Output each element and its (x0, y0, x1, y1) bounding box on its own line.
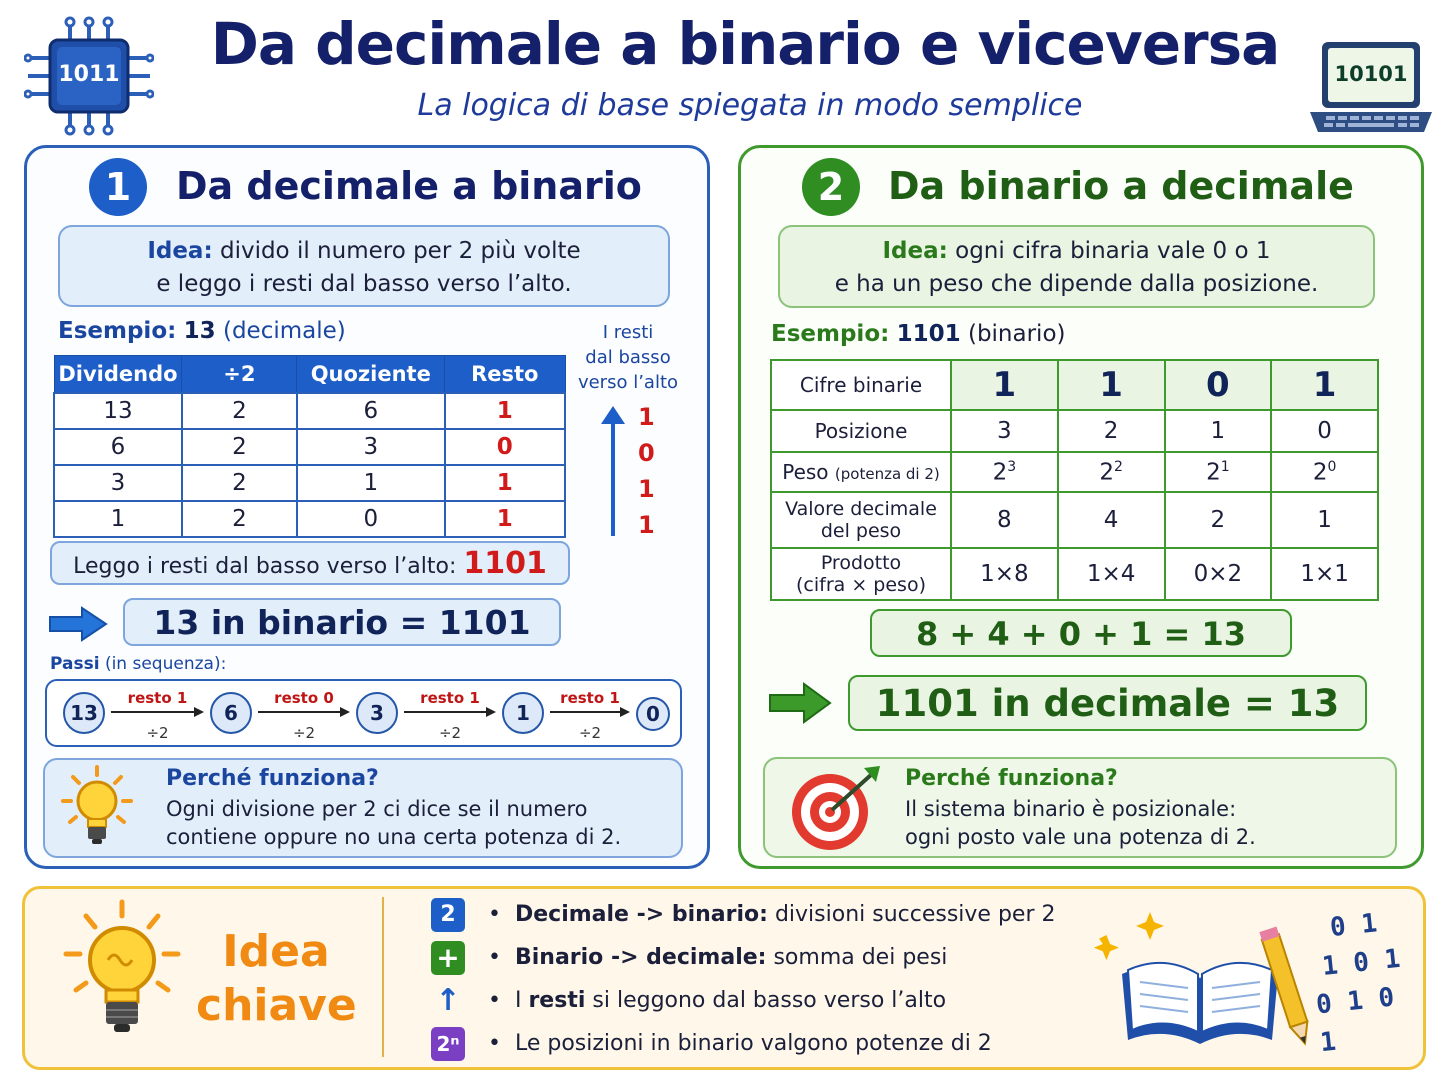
division-cell: 2 (182, 429, 297, 465)
key-idea-title (196, 925, 356, 1033)
deco-binary-line: 0 1 (1328, 908, 1379, 944)
read-value: 1101 (463, 546, 547, 581)
product-cell: 0×2 (1165, 548, 1272, 600)
step-arrow-label: resto 1 (560, 689, 620, 707)
page-subtitle: La logica di base spiegata in modo semplice (417, 88, 1083, 123)
arrow-up-icon: ↑ (435, 983, 461, 1018)
remainder-cell: 1 (445, 501, 565, 537)
side-digit: 0 (638, 439, 655, 467)
laptop-label: 10101 (1334, 62, 1408, 86)
division-cell: 3 (54, 465, 182, 501)
value-cell: 1 (1271, 492, 1378, 548)
position-cell: 1 (1165, 410, 1272, 452)
weight-label-small: (potenza di 2) (834, 465, 940, 483)
right-result-box: 1101 in decimale = 13 (848, 675, 1367, 731)
right-idea-box (778, 225, 1375, 308)
step-arrow-sublabel: ÷2 (578, 724, 602, 742)
left-why-line-2: contiene oppure no una certa potenza di 2. (166, 825, 622, 849)
division-table-row (54, 501, 565, 537)
row-label-digits: Cifre binarie (771, 360, 951, 410)
weight-cell: $2^0$ (1271, 452, 1378, 492)
product-cell: 1×1 (1271, 548, 1378, 600)
key-idea-divider (382, 897, 384, 1057)
row-label-position: Posizione (771, 410, 951, 452)
idea-line-2: e ha un peso che dipende dalla posizione. (834, 271, 1319, 297)
binary-digit: 1 (951, 360, 1058, 410)
step-arrow-label: resto 0 (274, 689, 334, 707)
division-cell: 13 (54, 393, 182, 429)
step-node: 6 (210, 692, 252, 734)
division-column-header: ÷2 (182, 356, 297, 393)
position-cell: 3 (951, 410, 1058, 452)
division-cell: 6 (297, 393, 445, 429)
positional-table-row (771, 452, 1378, 492)
weight-cell: $2^1$ (1165, 452, 1272, 492)
up-arrow-icon (598, 404, 628, 538)
step-node: 13 (63, 692, 105, 734)
binary-digit: 1 (1271, 360, 1378, 410)
division-table-row (54, 393, 565, 429)
division-cell: 2 (182, 501, 297, 537)
target-icon (788, 764, 884, 854)
value-cell: 2 (1165, 492, 1272, 548)
positional-table (770, 359, 1379, 601)
step-arrow-icon (550, 706, 630, 718)
division-column-header: Dividendo (54, 356, 182, 393)
step-arrow-icon (404, 706, 496, 718)
laptop-icon (1308, 40, 1434, 136)
left-result-box: 13 in binario = 1101 (123, 598, 561, 646)
position-cell: 2 (1058, 410, 1165, 452)
page-title: Da decimale a binario e viceversa (210, 10, 1280, 78)
chip-label: 1011 (58, 62, 120, 87)
example-suffix: (decimale) (222, 318, 346, 344)
idea-label: Idea: (147, 238, 213, 264)
side-note (575, 320, 681, 395)
green-arrow-icon (768, 682, 832, 724)
left-why-line-1: Ogni divisione per 2 ci dice se il numero (166, 797, 588, 821)
division-cell: 3 (297, 429, 445, 465)
steps-heading (50, 654, 226, 674)
position-cell: 0 (1271, 410, 1378, 452)
read-text: Leggo i resti dal basso verso l’alto: (73, 554, 457, 579)
example-suffix: (binario) (967, 321, 1066, 347)
step-1-badge: 1 (89, 158, 147, 216)
example-label: Esempio: (58, 318, 177, 344)
key-bullet-3: • I resti si leggono dal basso verso l’alto (488, 988, 947, 1013)
key-idea-bulb-icon (62, 898, 182, 1048)
side-note-line-3: verso l’alto (577, 372, 679, 393)
remainder-cell: 1 (445, 393, 565, 429)
steps-label: Passi (50, 654, 100, 674)
key-idea-title-line-1: Idea (222, 926, 330, 977)
positional-table-row (771, 548, 1378, 600)
positional-table-row (771, 492, 1378, 548)
example-value: 1101 (896, 321, 961, 347)
row-label-product: Prodotto (cifra × peso) (771, 548, 951, 600)
positional-table-row (771, 410, 1378, 452)
key-bullet-1: • Decimale -> binario: divisioni successive per 2 (488, 902, 1056, 927)
book-pencil-icon (1092, 908, 1318, 1058)
weight-cell: $2^3$ (951, 452, 1058, 492)
division-column-header: Resto (445, 356, 565, 393)
idea-line-1: ogni cifra binaria vale 0 o 1 (955, 238, 1271, 264)
division-table-header (54, 356, 565, 393)
right-why-title: Perché funziona? (905, 766, 1118, 791)
divide-two-icon: 2 (431, 898, 465, 932)
idea-line-2: e leggo i resti dal basso verso l’alto. (156, 271, 572, 297)
remainder-cell: 1 (445, 465, 565, 501)
step-node: 3 (356, 692, 398, 734)
decimal-to-binary-title: Da decimale a binario (176, 164, 642, 208)
step-arrow-sublabel: ÷2 (146, 724, 169, 742)
sum-box: 8 + 4 + 0 + 1 = 13 (870, 609, 1292, 657)
step-arrow-sublabel: ÷2 (292, 724, 316, 742)
deco-binary-line: 1 0 1 (1320, 943, 1402, 982)
right-arrow-icon (48, 606, 108, 642)
example-label: Esempio: (771, 321, 890, 347)
side-note-line-1: I resti (602, 322, 654, 343)
right-example-heading (771, 321, 1066, 347)
left-idea-box (58, 225, 670, 307)
step-arrow-sublabel: ÷2 (438, 724, 462, 742)
division-cell: 0 (297, 501, 445, 537)
weight-label: Peso (782, 460, 829, 484)
binary-digit: 1 (1058, 360, 1165, 410)
key-bullet-4: • Le posizioni in binario valgono potenze di 2 (488, 1031, 992, 1056)
value-cell: 4 (1058, 492, 1165, 548)
remainder-cell: 0 (445, 429, 565, 465)
division-cell: 1 (297, 465, 445, 501)
division-cell: 2 (182, 465, 297, 501)
binary-digit: 0 (1165, 360, 1272, 410)
step-arrow-icon (258, 706, 350, 718)
step-arrow-icon (111, 706, 204, 718)
key-bullet-2: • Binario -> decimale: somma dei pesi (488, 945, 948, 970)
division-cell: 1 (54, 501, 182, 537)
positional-table-row (771, 360, 1378, 410)
deco-binary (1314, 905, 1422, 1059)
row-label-weight (771, 452, 951, 492)
left-example-heading (58, 318, 346, 344)
lightbulb-icon (60, 764, 134, 852)
step-arrow-label: resto 1 (420, 689, 480, 707)
row-label-value: Valore decimale del peso (771, 492, 951, 548)
example-value: 13 (183, 318, 216, 344)
left-why-title: Perché funziona? (166, 766, 379, 791)
value-cell: 8 (951, 492, 1058, 548)
idea-label: Idea: (882, 238, 948, 264)
key-idea-title-line-2: chiave (196, 980, 357, 1031)
weight-cell: $2^2$ (1058, 452, 1165, 492)
power-of-two-icon: 2ⁿ (431, 1027, 465, 1061)
division-column-header: Quoziente (297, 356, 445, 393)
side-digit: 1 (638, 511, 655, 539)
division-cell: 6 (54, 429, 182, 465)
binary-to-decimal-title: Da binario a decimale (888, 164, 1354, 208)
plus-icon: + (431, 941, 465, 975)
side-digit: 1 (638, 403, 655, 431)
side-note-line-2: dal basso (585, 347, 671, 368)
division-table-row (54, 429, 565, 465)
product-cell: 1×8 (951, 548, 1058, 600)
step-2-badge: 2 (802, 158, 860, 216)
right-why-line-2: ogni posto vale una potenza di 2. (905, 825, 1256, 849)
step-node: 0 (636, 697, 670, 731)
division-cell: 2 (182, 393, 297, 429)
product-cell: 1×4 (1058, 548, 1165, 600)
step-arrow-label: resto 1 (127, 689, 188, 707)
idea-line-1: divido il numero per 2 più volte (219, 238, 581, 264)
deco-binary-line: 0 1 0 1 (1314, 982, 1396, 1059)
division-table (53, 355, 566, 538)
right-why-line-1: Il sistema binario è posizionale: (905, 797, 1237, 821)
division-table-row (54, 465, 565, 501)
steps-suffix: (in sequenza): (104, 654, 227, 674)
step-node: 1 (502, 692, 544, 734)
side-digit: 1 (638, 475, 655, 503)
read-remainders-box (50, 541, 570, 585)
